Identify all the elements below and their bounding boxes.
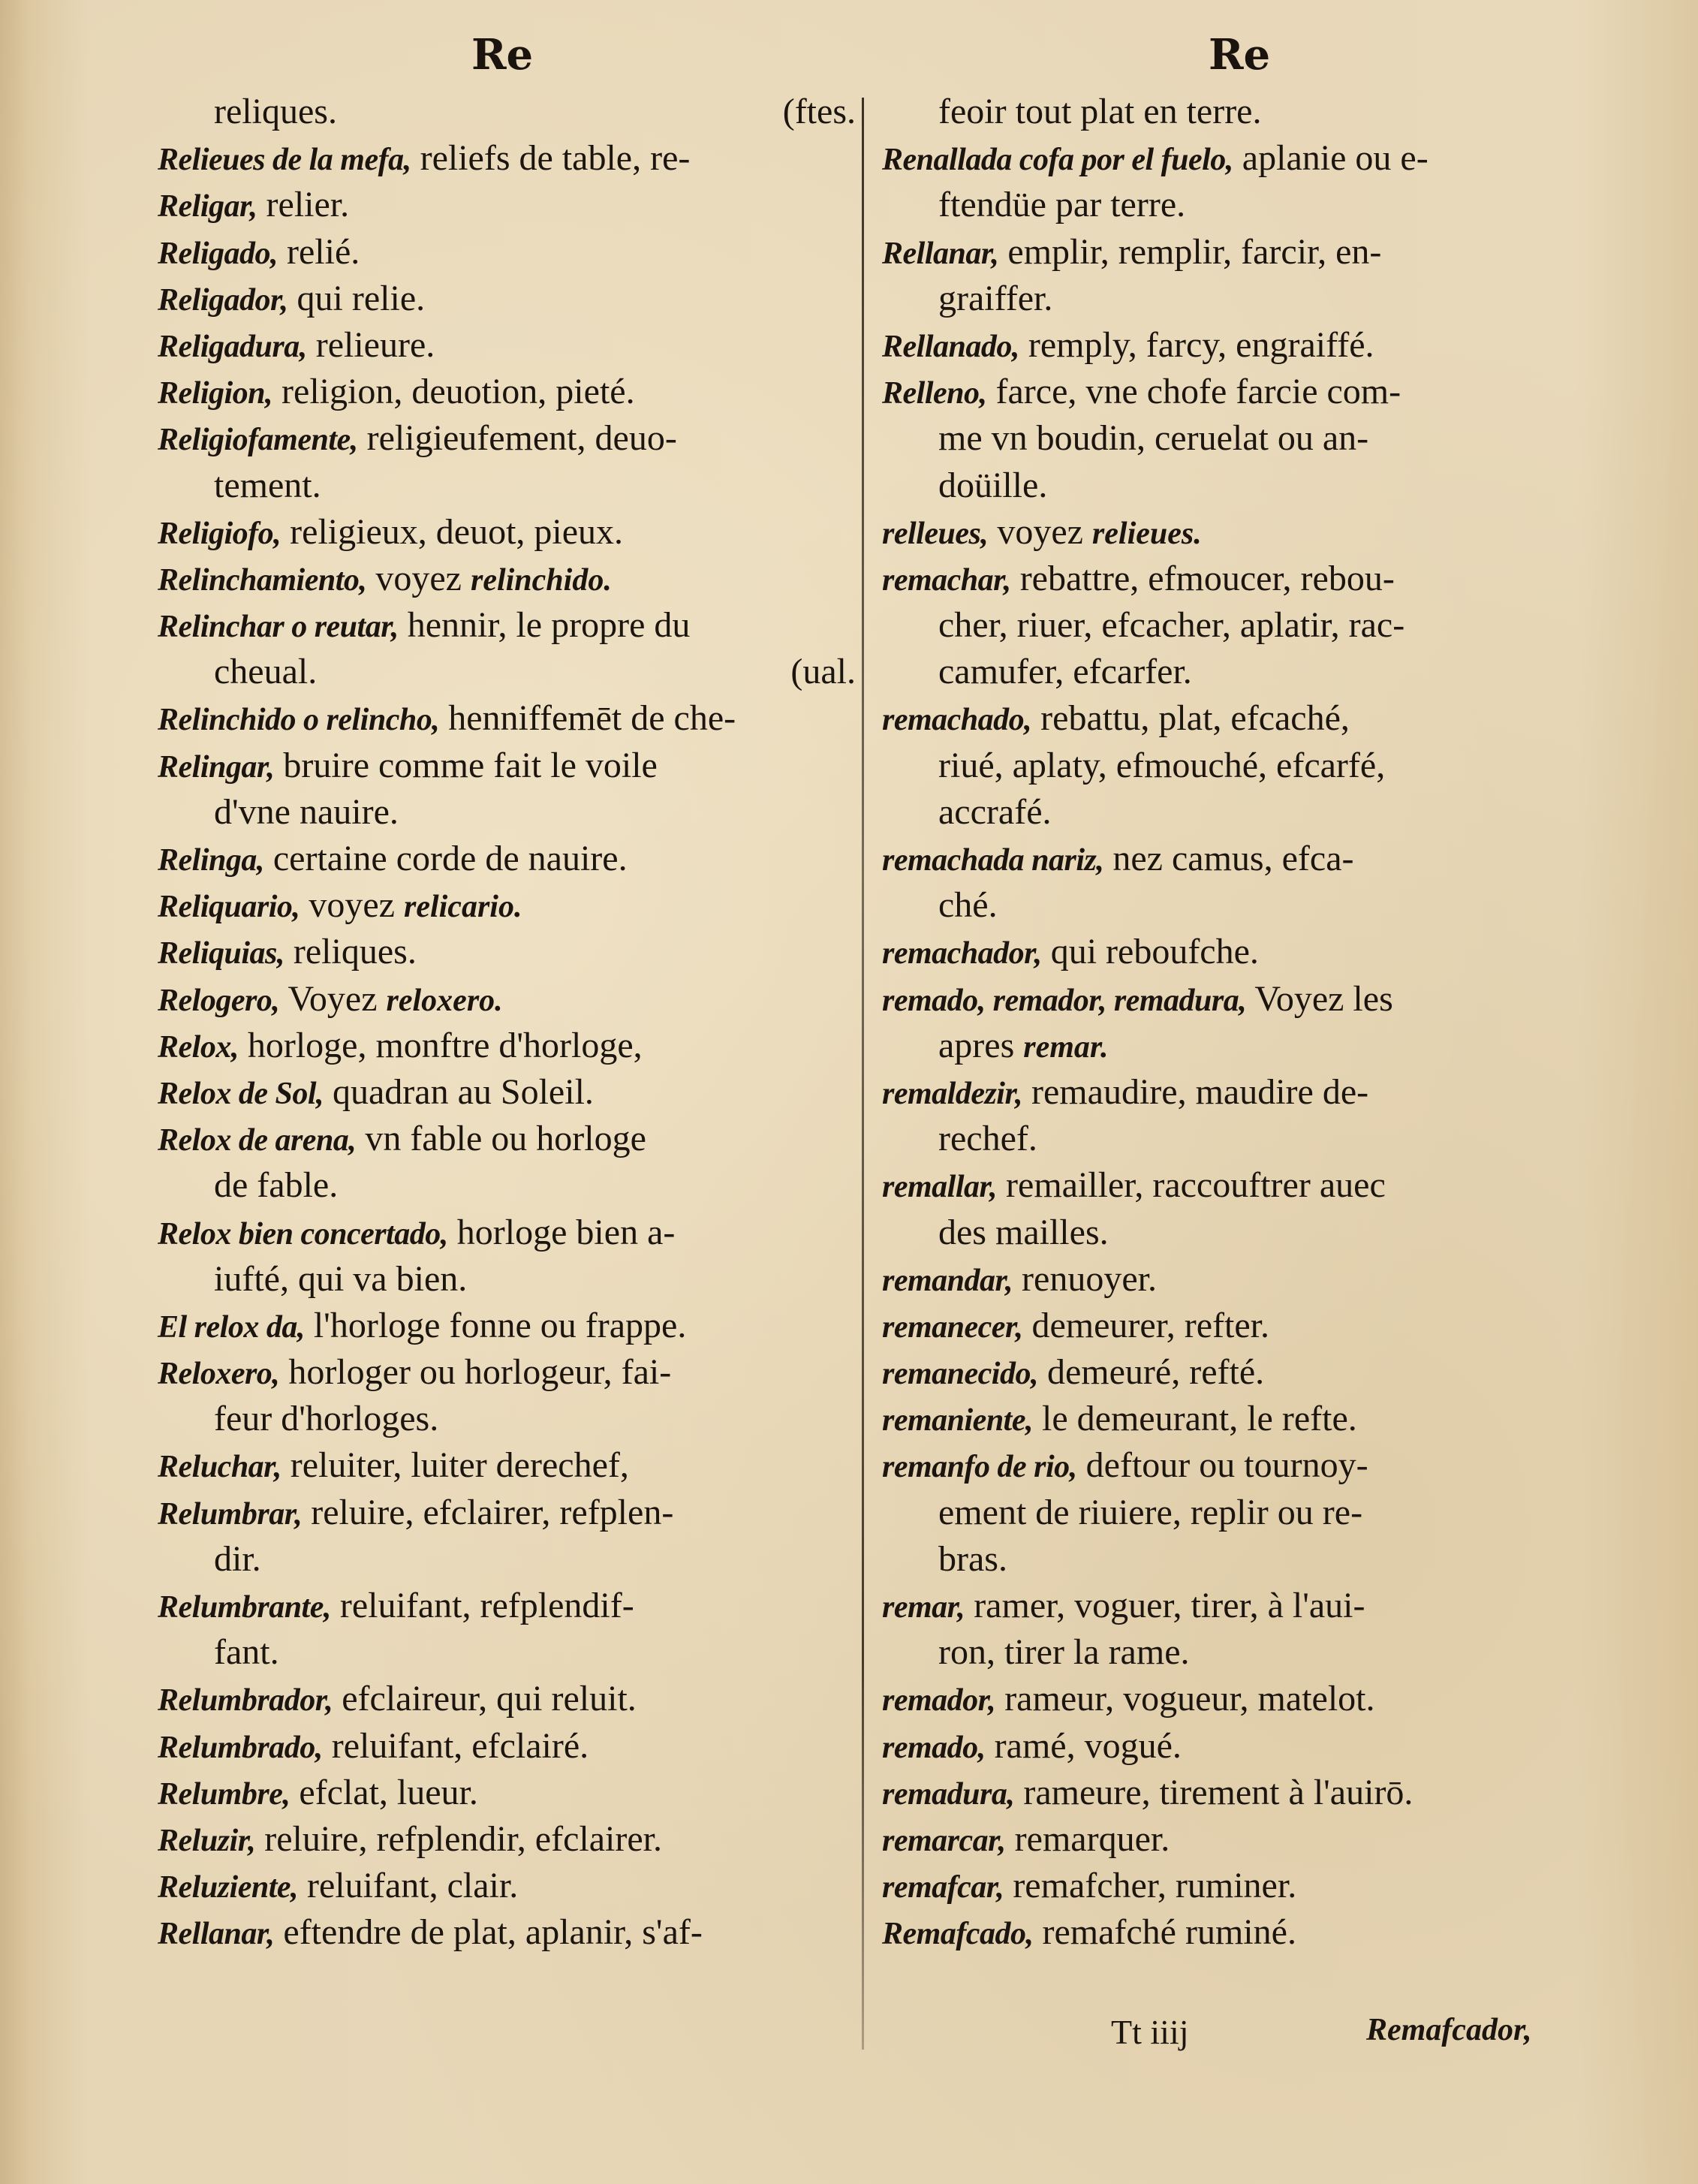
- entry-definition: graiffer.: [938, 278, 1053, 318]
- dictionary-entry: [882, 322, 1591, 369]
- column-divider: [862, 98, 864, 2050]
- entry-definition: voyez: [366, 558, 471, 598]
- entry-definition: reluifant, refplendif-: [330, 1586, 634, 1625]
- cross-reference: relinchido.: [470, 562, 612, 598]
- entry-definition: demeurer, refter.: [1022, 1305, 1270, 1345]
- dictionary-entry: [882, 1303, 1591, 1349]
- entry-definition: rebattu, plat, efcaché,: [1031, 698, 1350, 739]
- dictionary-entry: [158, 1442, 856, 1489]
- entry-headword: Religar,: [158, 189, 257, 224]
- entry-continuation: [882, 789, 1591, 836]
- entry-headword: Religado,: [158, 236, 278, 271]
- entry-headword: Relinchido o relincho,: [158, 703, 440, 738]
- right-column: [882, 89, 1591, 1957]
- catchword: Remafcador,: [1366, 2013, 1532, 2047]
- dictionary-entry: [882, 1396, 1591, 1442]
- entry-continuation: [882, 1023, 1591, 1069]
- entry-definition: relieure.: [306, 324, 435, 365]
- dictionary-entry: [882, 1162, 1591, 1209]
- entry-definition: dir.: [214, 1538, 261, 1579]
- entry-definition: ement de riuiere, replir ou re-: [938, 1492, 1363, 1532]
- entry-definition: vn fable ou horloge: [356, 1119, 646, 1159]
- entry-definition: tement.: [214, 465, 321, 505]
- running-head-right: Re: [1209, 30, 1271, 80]
- entry-continuation: [882, 1116, 1591, 1162]
- entry-headword: remachada nariz,: [882, 843, 1104, 878]
- entry-definition: apres: [938, 1025, 1024, 1065]
- entry-continuation: [158, 649, 856, 695]
- dictionary-entry: [882, 1442, 1591, 1489]
- entry-headword: Rellanado,: [882, 329, 1019, 364]
- dictionary-entry: [158, 836, 856, 882]
- entry-definition: eftendre de plat, aplanir, s'af-: [274, 1912, 703, 1953]
- entry-continuation: [158, 1629, 856, 1676]
- dictionary-entry: [158, 509, 856, 556]
- entry-headword: Relieues de la mefa,: [158, 143, 411, 178]
- entry-headword: remanecido,: [882, 1357, 1038, 1392]
- entry-definition: remarquer.: [1005, 1818, 1170, 1859]
- entry-definition: relier.: [257, 185, 350, 225]
- dictionary-entry: [158, 1116, 856, 1162]
- entry-continuation: [882, 415, 1591, 462]
- entry-headword: Religion,: [158, 376, 273, 411]
- entry-definition: feur d'horloges.: [214, 1399, 439, 1439]
- entry-continuation: [158, 462, 856, 509]
- dictionary-entry: [882, 1349, 1591, 1396]
- entry-definition: Voyez les: [1246, 978, 1393, 1019]
- dictionary-entry: [158, 1349, 856, 1396]
- dictionary-entry: [158, 1490, 856, 1536]
- entry-headword: Religiofo,: [158, 516, 281, 551]
- entry-definition: rechef.: [938, 1119, 1037, 1159]
- entry-continuation: [882, 882, 1591, 929]
- dictionary-entry: [158, 1909, 856, 1956]
- entry-definition: reluire, refplendir, efclairer.: [255, 1818, 662, 1859]
- entry-definition: horloger ou horlogeur, fai-: [279, 1352, 672, 1393]
- entry-headword: remadura,: [882, 1776, 1015, 1812]
- entry-definition: deftour ou tournoy-: [1076, 1445, 1368, 1486]
- entry-definition: bruire comme fait le voile: [274, 745, 658, 785]
- entry-headword: Religadura,: [158, 329, 307, 364]
- entry-definition: cher, riuer, efcacher, aplatir, rac-: [938, 605, 1405, 646]
- dictionary-entry: [882, 1909, 1591, 1956]
- entry-headword: remar,: [882, 1590, 965, 1625]
- entry-definition: remafché ruminé.: [1033, 1912, 1296, 1953]
- entry-headword: Relinchar o reutar,: [158, 610, 399, 645]
- entry-headword: relleues,: [882, 516, 989, 551]
- dictionary-entry: [882, 135, 1591, 182]
- dictionary-entry: [882, 1816, 1591, 1863]
- entry-definition: efclat, lueur.: [290, 1772, 478, 1812]
- entry-headword: remachado,: [882, 703, 1032, 738]
- entry-definition: nez camus, efca-: [1103, 839, 1354, 878]
- entry-headword: Religador,: [158, 282, 288, 318]
- entry-definition: henniffemēt de che-: [439, 698, 736, 739]
- entry-headword: remachar,: [882, 562, 1011, 598]
- entry-headword: Reluchar,: [158, 1450, 281, 1485]
- entry-definition: accrafé.: [938, 791, 1052, 832]
- entry-definition: rebattre, efmoucer, rebou-: [1010, 558, 1395, 598]
- running-head-left: Re: [471, 30, 534, 80]
- entry-definition: efclaireur, qui reluit.: [333, 1679, 637, 1719]
- entry-definition: reliefs de table, re-: [411, 138, 691, 179]
- entry-definition: remafcher, ruminer.: [1004, 1866, 1297, 1906]
- entry-definition: Voyez: [279, 978, 387, 1019]
- entry-headword: remachador,: [882, 936, 1042, 972]
- entry-continuation: [882, 602, 1591, 649]
- dictionary-entry: [882, 1069, 1591, 1116]
- entry-headword: remanecer,: [882, 1309, 1023, 1345]
- entry-headword: Relumbrado,: [158, 1730, 323, 1765]
- entry-definition: riué, aplaty, efmouché, efcarfé,: [938, 745, 1386, 785]
- dictionary-entry: [158, 1069, 856, 1116]
- dictionary-entry: [158, 229, 856, 276]
- dictionary-entry: [882, 836, 1591, 882]
- entry-definition: iufté, qui va bien.: [214, 1258, 468, 1299]
- entry-headword: Rellanar,: [158, 1917, 275, 1952]
- entry-definition: camufer, efcarfer.: [938, 652, 1192, 692]
- dictionary-entry: [882, 509, 1591, 556]
- entry-definition: reluire, efclairer, refplen-: [302, 1492, 674, 1532]
- dictionary-entry: [882, 1863, 1591, 1909]
- dictionary-entry: [158, 1816, 856, 1863]
- turnover-fragment: (ual.: [790, 652, 856, 692]
- signature-mark: Tt iiij: [1111, 2013, 1189, 2051]
- dictionary-entry: [158, 322, 856, 369]
- dictionary-entry: [158, 1676, 856, 1722]
- entry-definition: rameure, tirement à l'auirō.: [1014, 1772, 1413, 1812]
- entry-continuation: [882, 1209, 1591, 1256]
- entry-continuation: [882, 182, 1591, 228]
- dictionary-entry: [882, 695, 1591, 742]
- dictionary-entry: [158, 1303, 856, 1349]
- dictionary-entry: [158, 1770, 856, 1816]
- cross-reference: remar.: [1023, 1029, 1109, 1065]
- entry-definition: fant.: [214, 1632, 279, 1673]
- entry-headword: Relox de arena,: [158, 1123, 357, 1158]
- entry-continuation: [882, 462, 1591, 509]
- entry-headword: Rellanar,: [882, 236, 999, 271]
- entry-definition: de fable.: [214, 1165, 339, 1206]
- entry-headword: Relox,: [158, 1029, 239, 1065]
- entry-definition: l'horloge fonne ou frappe.: [304, 1305, 687, 1345]
- entry-continuation: [158, 1396, 856, 1442]
- entry-continuation: [158, 789, 856, 836]
- entry-headword: remado, remador, remadura,: [882, 983, 1247, 1018]
- entry-headword: remado,: [882, 1730, 986, 1765]
- entry-definition: religieufement, deuo-: [357, 418, 677, 459]
- dictionary-entry: [882, 229, 1591, 276]
- dictionary-entry: [158, 976, 856, 1023]
- entry-definition: d'vne nauire.: [214, 791, 399, 832]
- dictionary-entry: [882, 1723, 1591, 1770]
- entry-headword: Reluziente,: [158, 1870, 299, 1905]
- entry-headword: remaniente,: [882, 1403, 1033, 1438]
- entry-headword: Relumbrador,: [158, 1683, 333, 1719]
- entry-definition: voyez: [988, 511, 1092, 552]
- entry-definition: reliques.: [214, 92, 337, 131]
- entry-definition: qui relie.: [288, 278, 426, 318]
- entry-headword: remaldezir,: [882, 1076, 1023, 1111]
- entry-definition: reliques.: [284, 932, 417, 972]
- entry-definition: hennir, le propre du: [398, 605, 691, 646]
- left-column: [158, 89, 856, 1957]
- entry-definition: quadran au Soleil.: [324, 1071, 594, 1112]
- entry-headword: Relingar,: [158, 749, 275, 785]
- entry-definition: horloge, monftre d'horloge,: [238, 1025, 643, 1065]
- entry-continuation: [882, 743, 1591, 789]
- dictionary-entry: [882, 369, 1591, 415]
- dictionary-entry: [158, 415, 856, 462]
- dictionary-entry: [158, 1723, 856, 1770]
- entry-continuation: [882, 649, 1591, 695]
- dictionary-entry: [158, 743, 856, 789]
- entry-continuation: [158, 89, 856, 135]
- entry-definition: farce, vne chofe farcie com-: [986, 372, 1401, 412]
- entry-definition: bras.: [938, 1538, 1007, 1579]
- dictionary-entry: [158, 369, 856, 415]
- entry-definition: remply, farcy, engraiffé.: [1019, 324, 1374, 365]
- dictionary-entry: [882, 556, 1591, 602]
- dictionary-entry: [158, 1209, 856, 1256]
- entry-headword: Renallada cofa por el fuelo,: [882, 143, 1233, 178]
- entry-headword: remallar,: [882, 1170, 998, 1205]
- entry-continuation: [158, 1536, 856, 1583]
- entry-definition: me vn boudin, ceruelat ou an-: [938, 418, 1369, 459]
- dictionary-entry: [158, 276, 856, 322]
- entry-continuation: [882, 1536, 1591, 1583]
- entry-definition: remaudire, maudire de-: [1022, 1071, 1369, 1112]
- dictionary-entry: [882, 976, 1591, 1023]
- dictionary-entry: [158, 1583, 856, 1629]
- entry-definition: renuoyer.: [1013, 1258, 1157, 1299]
- entry-definition: aplanie ou e-: [1233, 138, 1429, 179]
- entry-headword: Reliquario,: [158, 890, 300, 925]
- entry-definition: demeuré, refté.: [1037, 1352, 1265, 1393]
- entry-definition: reluifant, clair.: [298, 1866, 519, 1906]
- entry-definition: religieux, deuot, pieux.: [281, 511, 624, 552]
- entry-definition: reluifant, efclairé.: [322, 1725, 589, 1766]
- dictionary-entry: [882, 929, 1591, 975]
- entry-continuation: [158, 1256, 856, 1303]
- entry-headword: remarcar,: [882, 1823, 1006, 1858]
- entry-headword: Relumbrar,: [158, 1496, 303, 1532]
- dictionary-entry: [158, 929, 856, 975]
- entry-definition: rameur, vogueur, matelot.: [995, 1679, 1375, 1719]
- entry-continuation: [882, 1629, 1591, 1676]
- entry-definition: horloge bien a-: [447, 1212, 676, 1252]
- entry-continuation: [882, 276, 1591, 322]
- entry-definition: des mailles.: [938, 1212, 1109, 1252]
- turnover-fragment: (ftes.: [782, 92, 856, 131]
- entry-definition: ché.: [938, 885, 998, 926]
- dictionary-entry: [158, 602, 856, 649]
- entry-headword: Relinchamiento,: [158, 562, 367, 598]
- entry-definition: qui reboufche.: [1041, 932, 1259, 972]
- dictionary-entry: [158, 135, 856, 182]
- entry-continuation: [882, 89, 1591, 135]
- entry-headword: remafcar,: [882, 1870, 1004, 1905]
- entry-definition: ramé, vogué.: [985, 1725, 1182, 1766]
- cross-reference: reloxero.: [386, 983, 503, 1018]
- dictionary-entry: [158, 1863, 856, 1909]
- entry-headword: Religiofamente,: [158, 423, 358, 458]
- entry-definition: feoir tout plat en terre.: [938, 92, 1262, 131]
- entry-headword: Remafcado,: [882, 1917, 1034, 1952]
- dictionary-entry: [158, 695, 856, 742]
- entry-definition: le demeurant, le refte.: [1033, 1399, 1357, 1439]
- entry-headword: Reluzir,: [158, 1823, 256, 1858]
- entry-headword: Reliquias,: [158, 936, 285, 972]
- entry-continuation: [882, 1490, 1591, 1536]
- entry-definition: religion, deuotion, pieté.: [272, 372, 635, 412]
- entry-headword: Relleno,: [882, 376, 987, 411]
- entry-definition: reluiter, luiter derechef,: [281, 1445, 629, 1486]
- dictionary-entry: [158, 556, 856, 602]
- dictionary-entry: [882, 1583, 1591, 1629]
- entry-headword: Reloxero,: [158, 1357, 280, 1392]
- entry-headword: remanfo de rio,: [882, 1450, 1077, 1485]
- entry-definition: ftendüe par terre.: [938, 185, 1186, 225]
- entry-definition: relié.: [278, 231, 360, 272]
- entry-definition: cheual.: [214, 652, 318, 692]
- dictionary-entry: [882, 1256, 1591, 1303]
- entry-definition: ron, tirer la rame.: [938, 1632, 1190, 1673]
- entry-headword: Relox de Sol,: [158, 1076, 324, 1111]
- dictionary-entry: [882, 1770, 1591, 1816]
- cross-reference: relieues.: [1091, 516, 1202, 551]
- cross-reference: relicario.: [403, 890, 522, 925]
- entry-definition: certaine corde de nauire.: [263, 839, 628, 878]
- entry-headword: remandar,: [882, 1263, 1013, 1298]
- dictionary-entry: [158, 882, 856, 929]
- entry-definition: voyez: [300, 885, 404, 926]
- entry-headword: Relumbre,: [158, 1776, 291, 1812]
- dictionary-entry: [158, 1023, 856, 1069]
- entry-definition: ramer, voguer, tirer, à l'aui-: [965, 1586, 1365, 1625]
- dictionary-entry: [882, 1676, 1591, 1722]
- entry-definition: emplir, remplir, farcir, en-: [998, 231, 1382, 272]
- entry-continuation: [158, 1162, 856, 1209]
- entry-headword: Relinga,: [158, 843, 264, 878]
- entry-headword: Relox bien concertado,: [158, 1216, 448, 1252]
- entry-headword: El relox da,: [158, 1309, 305, 1345]
- entry-headword: remador,: [882, 1683, 996, 1719]
- entry-definition: remailler, raccouftrer auec: [997, 1165, 1386, 1206]
- entry-headword: Relogero,: [158, 983, 280, 1018]
- entry-headword: Relumbrante,: [158, 1590, 331, 1625]
- dictionary-entry: [158, 182, 856, 228]
- entry-definition: doüille.: [938, 465, 1048, 505]
